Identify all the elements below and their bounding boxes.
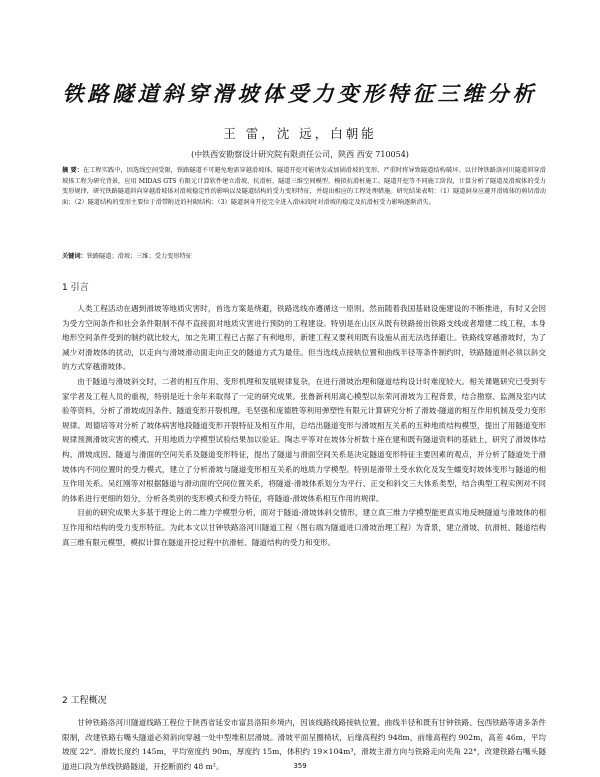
section-body-introduction (62, 302, 546, 550)
page-number: 359 (293, 762, 307, 770)
section-heading-introduction: 1 引言 (62, 283, 89, 293)
paragraph: 甘钟铁路洛河川隧道线路工程位于陕西省延安市富县洛阳乡境内，因该线路线路接轨位置、曲线半径和既有甘钟铁路、包西铁路等诸多条件限制，改建铁路右嘴头隧道必须斜向穿越一处中型堆积层滑坡。滑坡平面呈圈椅状，后缘高程约 948m，前缘高程约 902m，高差 46m，平均坡度 22°。滑坡长度约 145m，平均宽度约 90m，厚度约 15m，体积约 19×104m³，滑坡主滑方向与铁路走向夹角 22°，改建铁路右嘴头隧道进口段为单线铁路隧道，开挖断面约 48 m²。 (62, 718, 546, 771)
abstract (62, 166, 546, 208)
abstract-label: 摘 要： (62, 167, 83, 174)
keywords (62, 252, 546, 262)
author-list: 王 雷，沈 远，白朝能 (223, 126, 377, 141)
paragraph: 目前的研究成果大多基于理论上的二维力学模型分析，面对于隧道-滑坡体斜交情形，建立真三维力学模型能更真实地反映隧道与滑坡体的相互作用和结构的受力变形特征。为此本文以甘钟铁路洛河川隧道工程（图右端为隧道进口滑坡治理工程）为背景，建立滑坡、抗滑桩、隧道结构真三维有限元模型，模拟计算在隧道开挖过程中抗滑桩、隧道结构的受力和变形。 (62, 508, 546, 547)
abstract-text: 在工程实践中，因选线空间受限，铁路隧道不可避免地需穿越滑坡体，隧道开挖可能诱发或加剧滑坡的变形，严重时将导致隧道结构破坏。以甘钟铁路洛河川隧道斜穿滑坡体工程为研究背景，应用 MIDAS GTS 有限元计算软件建立滑坡、抗滑桩、隧道三维空间模型，模拟抗滑桩施工、隧道开挖等不同施工阶段，计算分析了隧道及滑坡体的受力变形规律，研究铁路隧道斜向穿越滑坡体对滑坡稳定性的影响以及隧道结构的受力变形特征，并提出相应的工程处理措施。研究结果表明：（1）隧道洞身应避开滑坡体的剪切滑动面；（2）隧道结构的变形主要位于滑带附近的衬砌结构；（3）隧道洞身开挖完全进入滑床段时对滑坡的稳定及抗滑桩受力影响逐渐消失。 (62, 167, 546, 206)
keywords-label: 关键词： (62, 253, 87, 260)
keywords-text: 铁路隧道；滑坡；三维；受力变形特征 (86, 253, 192, 260)
paragraph: 人类工程活动在遇到滑坡等地质灾害时，首选方案是绕避，铁路选线亦遵循这一原则。然而随着我国基础设施建设的不断推进，有时又会因为受方空间条件和社会条件限制不得不直接面对地质灾害进行预防的工程建设。特别是在山区从既有铁路接出铁路支线或者增建二线工程，本身地形空间条件受到的制约就比较大，加之先期工程已占据了有利地形，新建工程又要利用既有设施从而无法选择避让。铁路线穿越滑坡时，为了减少对滑坡体的扰动，以走向与滑坡滑动面走向正交的隧道方式为最佳。但当选线点接轨位置和曲线半径等条件制约时，铁路隧道则必须以斜交的方式穿越滑坡体。 (62, 304, 546, 372)
section-heading-project-overview: 2 工程概况 (62, 696, 107, 706)
affiliation: (中铁西安勘察设计研究院有限责任公司，陕西 西安 710054) (191, 150, 409, 159)
paper-title: 铁路隧道斜穿滑坡体受力变形特征三维分析 (62, 82, 538, 106)
paragraph: 由于隧道与滑坡斜交时，二者的相互作用、变形机理和发展规律复杂，在进行滑坡治理和隧道结构设计时难度较大。相关课题研究已受到专家学者及工程人员的重视，特别是近十余年来取得了一定的研究成果。张鲁新利用离心模型以东荣河滑坡为工程背景，结合勘察、监测及室内试验等资料，分析了滑坡成因条件、隧道变形开裂机理。毛坚强和庞德胜等利用弹塑性有限元计算研究分析了滑坡-隧道的相互作用机制及受力变形规律。周德培等对分析了坡体病害地段隧道变形开裂特征及相互作用，总结出隧道变形与滑坡相互关系的五种地质结构模型，提出了用隧道变形规律预测滑坡灾害的模式。开用地质力学模型试验结果加以验证。陶志平等对在坡体分析数十座在建和既有隧道资料的基础上，研究了滑坡体结构、滑坡成因、隧道与滑面的空间关系及隧道变形特征，提出了隧道与滑面空间关系是决定隧道变形特征主要因素的观点，并分析了隧道处于滑坡体内不同位置时的受力模式，建立了分析滑坡与隧道变形相互关系的地质力学模型。特别是滑带土受水软化及发生蠕变时坡体变形与隧道的相互作用关系。吴红刚等对根据隧道与滑动面的空间位置关系，将隧道-滑坡体系划分为平行、正交和斜交三大体系类型，结合典型工程实例对不同的体系进行更细的划分，分析各类别的变形模式和受力特征，将隧道-滑坡体系相互作用的规律。 (62, 376, 546, 503)
